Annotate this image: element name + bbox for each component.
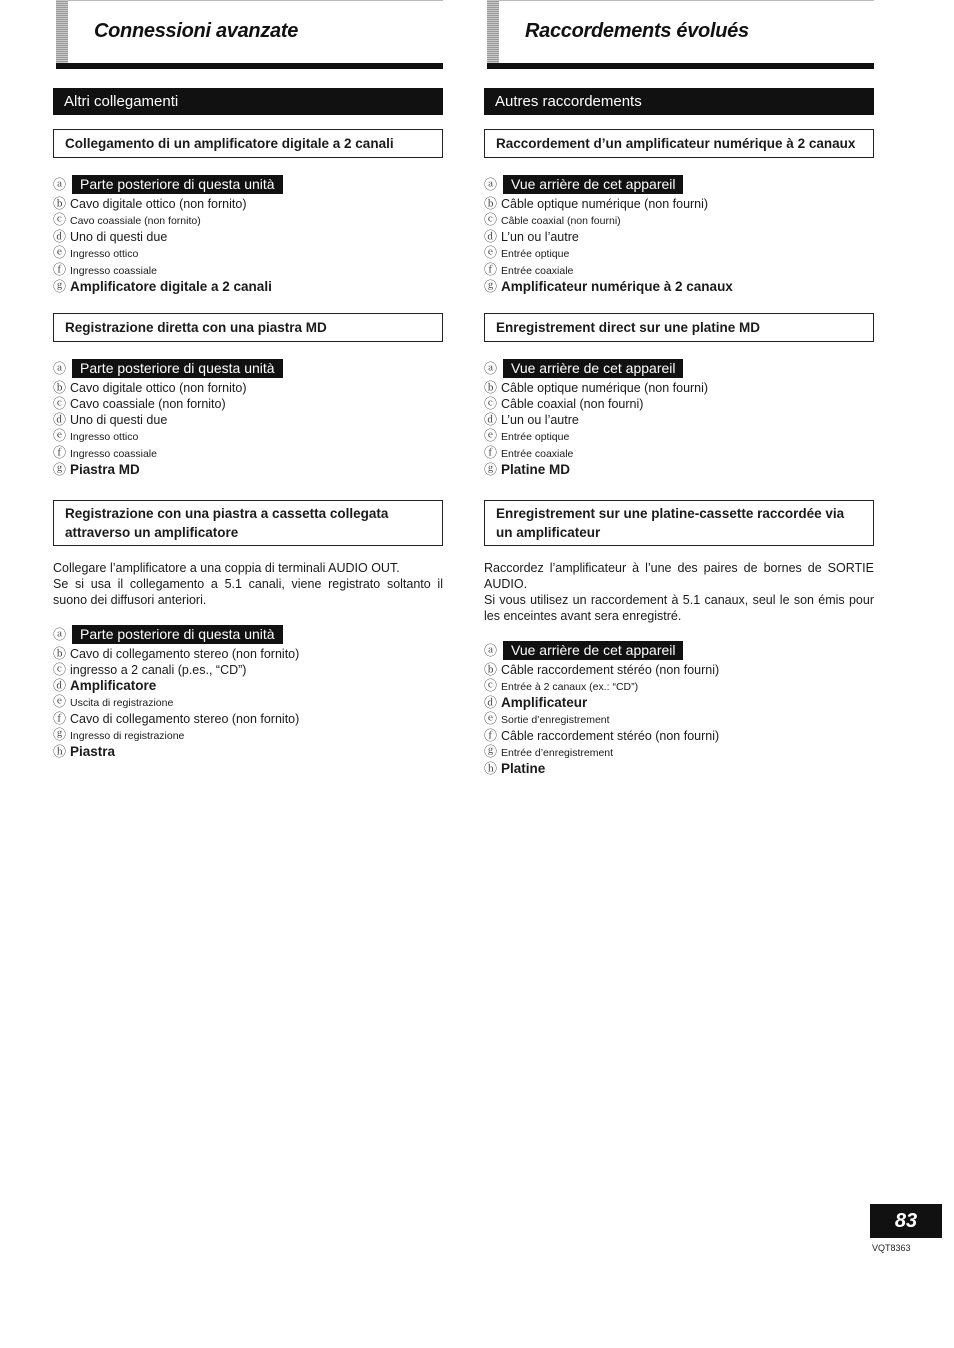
legend-letter: ⓕ	[53, 445, 67, 460]
right-title-topline	[499, 0, 874, 1]
right-block-2-rear	[484, 640, 874, 660]
legend-text: Amplificateur numérique à 2 canaux	[501, 279, 733, 294]
document-code: VQT8363	[872, 1243, 911, 1253]
legend-item	[53, 229, 443, 245]
legend-letter: ⓓ	[484, 412, 498, 427]
rear-label: Parte posteriore di questa unità	[72, 625, 283, 644]
legend-text: Entrée coaxiale	[501, 448, 574, 460]
legend-item	[484, 695, 874, 711]
left-column	[53, 0, 443, 760]
legend-item	[484, 412, 874, 428]
legend-item	[53, 662, 443, 678]
legend-letter: ⓓ	[53, 412, 67, 427]
legend-letter: ⓖ	[484, 462, 498, 477]
paragraph-line: Se si usa il collegamento a 5.1 canali, viene registrato soltanto il suono dei diffusori anteriori.	[53, 577, 443, 607]
left-block-2-rear	[53, 624, 443, 644]
legend-item	[484, 279, 874, 295]
rear-letter: ⓐ	[484, 642, 498, 658]
legend-item	[484, 262, 874, 279]
legend-text: Uno di questi due	[70, 230, 168, 244]
rear-letter: ⓐ	[53, 176, 67, 192]
rear-label: Parte posteriore di questa unità	[72, 359, 283, 378]
right-block-2-heading: Enregistrement sur une platine-cassette raccordée via un amplificateur	[484, 500, 874, 546]
right-column	[484, 0, 874, 777]
right-block-2-items	[484, 662, 874, 777]
page-number: 83	[870, 1204, 942, 1238]
legend-letter: ⓔ	[484, 245, 498, 260]
legend-text: L’un ou l’autre	[501, 230, 579, 244]
left-block-0-heading: Collegamento di un amplificatore digitale a 2 canali	[53, 129, 443, 158]
legend-text: L’un ou l’autre	[501, 413, 579, 427]
legend-text: Entrée optique	[501, 248, 570, 260]
legend-item	[484, 245, 874, 262]
right-title-stripe	[487, 0, 499, 66]
legend-text: Entrée optique	[501, 431, 570, 443]
legend-item	[484, 396, 874, 412]
legend-letter: ⓗ	[53, 744, 67, 759]
legend-letter: ⓒ	[53, 212, 67, 227]
legend-text: Platine	[501, 761, 546, 776]
legend-item	[53, 279, 443, 295]
right-page-title: Raccordements évolués	[525, 20, 749, 42]
legend-text: Cavo digitale ottico (non fornito)	[70, 381, 247, 395]
legend-item	[53, 744, 443, 760]
legend-letter: ⓕ	[53, 711, 67, 726]
legend-text: Ingresso coassiale	[70, 265, 157, 277]
legend-letter: ⓖ	[53, 279, 67, 294]
legend-text: Amplificatore	[70, 678, 157, 693]
legend-item	[53, 428, 443, 445]
left-section-title: Altri collegamenti	[53, 88, 443, 115]
legend-text: Cavo coassiale (non fornito)	[70, 397, 226, 411]
paragraph-line: Si vous utilisez un raccordement à 5.1 canaux, seul le son émis pour les enceintes avant sera enregistré.	[484, 593, 874, 623]
legend-item	[53, 396, 443, 412]
paragraph-line: Raccordez l’amplificateur à l’une des paires de bornes de SORTIE AUDIO.	[484, 561, 874, 591]
rear-label: Vue arrière de cet appareil	[503, 641, 683, 660]
legend-item	[53, 245, 443, 262]
legend-letter: ⓑ	[53, 380, 67, 395]
legend-letter: ⓓ	[484, 695, 498, 710]
legend-text: Câble coaxial (non fourni)	[501, 215, 621, 227]
left-block-1-items	[53, 380, 443, 478]
legend-item	[53, 694, 443, 711]
legend-letter: ⓒ	[484, 678, 498, 693]
legend-text: Câble raccordement stéréo (non fourni)	[501, 663, 720, 677]
legend-item	[484, 711, 874, 728]
legend-item	[484, 229, 874, 245]
legend-letter: ⓑ	[53, 646, 67, 661]
legend-text: Entrée d’enregistrement	[501, 747, 614, 759]
left-title-stripe	[56, 0, 68, 66]
legend-letter: ⓒ	[53, 396, 67, 411]
legend-item	[53, 212, 443, 229]
rear-label: Vue arrière de cet appareil	[503, 359, 683, 378]
legend-item	[53, 711, 443, 727]
right-title-banner	[484, 0, 874, 70]
legend-letter: ⓓ	[53, 229, 67, 244]
right-block-1-items	[484, 380, 874, 478]
left-block-2-items	[53, 646, 443, 760]
left-block-1-rear	[53, 358, 443, 378]
right-block-2-para	[484, 560, 874, 624]
legend-text: Câble optique numérique (non fourni)	[501, 197, 709, 211]
legend-item	[484, 662, 874, 678]
legend-item	[484, 761, 874, 777]
legend-letter: ⓖ	[53, 727, 67, 742]
legend-item	[53, 196, 443, 212]
legend-item	[484, 678, 874, 695]
legend-text: Ingresso di registrazione	[70, 730, 185, 742]
rear-letter: ⓐ	[484, 176, 498, 192]
right-block-0-items	[484, 196, 874, 295]
left-block-2-para	[53, 560, 443, 608]
legend-text: Uscita di registrazione	[70, 697, 174, 709]
legend-letter: ⓕ	[484, 445, 498, 460]
legend-letter: ⓑ	[484, 662, 498, 677]
legend-text: Ingresso ottico	[70, 431, 139, 443]
rear-letter: ⓐ	[484, 360, 498, 376]
legend-item	[484, 728, 874, 744]
legend-item	[53, 262, 443, 279]
legend-text: Sortie d’enregistrement	[501, 714, 610, 726]
legend-text: Cavo digitale ottico (non fornito)	[70, 197, 247, 211]
legend-text: Entrée coaxiale	[501, 265, 574, 277]
legend-text: Platine MD	[501, 462, 571, 477]
rear-label: Vue arrière de cet appareil	[503, 175, 683, 194]
legend-item	[484, 380, 874, 396]
legend-letter: ⓓ	[53, 678, 67, 693]
legend-letter: ⓔ	[484, 428, 498, 443]
legend-letter: ⓑ	[484, 380, 498, 395]
left-block-1-heading: Registrazione diretta con una piastra MD	[53, 313, 443, 342]
right-block-0-heading: Raccordement d’un amplificateur numérique à 2 canaux	[484, 129, 874, 158]
legend-text: Piastra	[70, 744, 116, 759]
left-page-title: Connessioni avanzate	[94, 20, 299, 42]
left-title-banner	[53, 0, 443, 70]
legend-letter: ⓑ	[53, 196, 67, 211]
legend-item	[484, 445, 874, 462]
legend-text: Amplificatore digitale a 2 canali	[70, 279, 272, 294]
legend-item	[53, 727, 443, 744]
legend-item	[53, 462, 443, 478]
legend-letter: ⓖ	[484, 744, 498, 759]
right-section-title: Autres raccordements	[484, 88, 874, 115]
legend-letter: ⓕ	[484, 262, 498, 277]
legend-letter: ⓕ	[484, 728, 498, 743]
right-title-bar	[487, 63, 874, 69]
legend-letter: ⓔ	[484, 711, 498, 726]
legend-letter: ⓖ	[53, 462, 67, 477]
left-title-bar	[56, 63, 443, 69]
legend-letter: ⓒ	[53, 662, 67, 677]
legend-letter: ⓗ	[484, 761, 498, 776]
legend-text: Cavo di collegamento stereo (non fornito)	[70, 647, 300, 661]
legend-text: Ingresso ottico	[70, 248, 139, 260]
legend-item	[53, 678, 443, 694]
legend-text: Câble raccordement stéréo (non fourni)	[501, 729, 720, 743]
legend-item	[484, 744, 874, 761]
legend-item	[484, 428, 874, 445]
legend-text: Entrée à 2 canaux (ex.: “CD”)	[501, 681, 639, 693]
right-block-0-rear	[484, 174, 874, 194]
legend-text: Piastra MD	[70, 462, 140, 477]
left-block-0-rear	[53, 174, 443, 194]
paragraph-line: Collegare l’amplificatore a una coppia di terminali AUDIO OUT.	[53, 561, 400, 575]
legend-text: ingresso a 2 canali (p.es., “CD”)	[70, 663, 247, 677]
legend-letter: ⓑ	[484, 196, 498, 211]
legend-text: Ingresso coassiale	[70, 448, 157, 460]
legend-text: Câble optique numérique (non fourni)	[501, 381, 709, 395]
legend-item	[53, 380, 443, 396]
legend-item	[53, 646, 443, 662]
legend-text: Amplificateur	[501, 695, 588, 710]
legend-text: Uno di questi due	[70, 413, 168, 427]
legend-text: Cavo coassiale (non fornito)	[70, 215, 201, 227]
legend-letter: ⓕ	[53, 262, 67, 277]
legend-letter: ⓔ	[53, 428, 67, 443]
legend-item	[53, 445, 443, 462]
legend-item	[484, 196, 874, 212]
rear-letter: ⓐ	[53, 626, 67, 642]
legend-letter: ⓔ	[53, 694, 67, 709]
legend-item	[484, 212, 874, 229]
left-block-2-heading: Registrazione con una piastra a cassetta collegata attraverso un amplificatore	[53, 500, 443, 546]
right-block-1-rear	[484, 358, 874, 378]
legend-letter: ⓖ	[484, 279, 498, 294]
rear-letter: ⓐ	[53, 360, 67, 376]
left-title-topline	[68, 0, 443, 1]
legend-text: Câble coaxial (non fourni)	[501, 397, 644, 411]
legend-letter: ⓒ	[484, 396, 498, 411]
legend-letter: ⓔ	[53, 245, 67, 260]
legend-item	[484, 462, 874, 478]
legend-letter: ⓓ	[484, 229, 498, 244]
legend-letter: ⓒ	[484, 212, 498, 227]
legend-text: Cavo di collegamento stereo (non fornito)	[70, 712, 300, 726]
left-block-0-items	[53, 196, 443, 295]
rear-label: Parte posteriore di questa unità	[72, 175, 283, 194]
legend-item	[53, 412, 443, 428]
right-block-1-heading: Enregistrement direct sur une platine MD	[484, 313, 874, 342]
